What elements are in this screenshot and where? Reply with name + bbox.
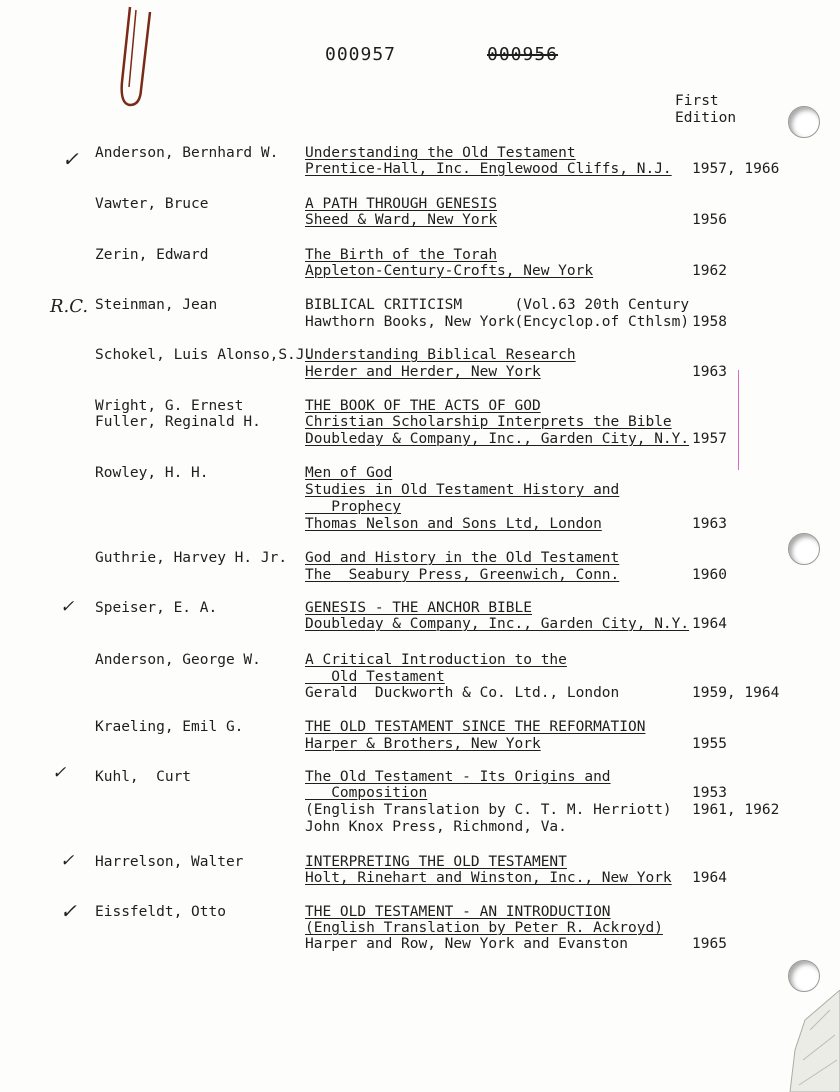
checkmark-anderson-b: ✓ xyxy=(62,147,79,171)
entry-author: Anderson, Bernhard W. xyxy=(95,145,279,161)
first-edition-header xyxy=(675,93,736,127)
rc-note: R.C. xyxy=(50,296,89,317)
entry-year: 1965 xyxy=(692,936,727,952)
entry-publisher: Herder and Herder, New York xyxy=(305,364,541,380)
entry-title: The Old Testament - Its Origins and xyxy=(305,769,611,785)
entry-author: Schokel, Luis Alonso,S.J. xyxy=(95,347,314,363)
checkmark-harrelson: ✓ xyxy=(60,851,75,871)
entry-year: 1959, 1964 xyxy=(692,685,780,701)
entry-publisher: John Knox Press, Richmond, Va. xyxy=(305,819,567,835)
entry-title: The Birth of the Torah xyxy=(305,247,498,263)
entry-year: 1955 xyxy=(692,736,727,752)
header-line-2: Edition xyxy=(675,110,737,126)
checkmark-eissfeldt: ✓ xyxy=(60,899,77,923)
entry-title: THE OLD TESTAMENT - AN INTRODUCTION xyxy=(305,904,611,920)
entry-author: Guthrie, Harvey H. Jr. xyxy=(95,550,288,566)
entry-year: 1957 xyxy=(692,431,727,447)
entry-note: (English Translation by Peter R. Ackroyd) xyxy=(305,920,663,936)
entry-subtitle: Christian Scholarship Interprets the Bible xyxy=(305,414,672,430)
entry-title: GENESIS - THE ANCHOR BIBLE xyxy=(305,600,532,616)
entry-author: Rowley, H. H. xyxy=(95,465,209,481)
struck-document-number: 000956 xyxy=(487,44,559,65)
entry-author: Zerin, Edward xyxy=(95,247,209,263)
entry-publisher: Thomas Nelson and Sons Ltd, London xyxy=(305,516,602,532)
entry-title: INTERPRETING THE OLD TESTAMENT xyxy=(305,854,567,870)
entry-subtitle: Prophecy xyxy=(305,499,402,515)
entry-author: Kuhl, Curt xyxy=(95,769,192,785)
entry-author: Kraeling, Emil G. xyxy=(95,719,244,735)
entry-publisher: Appleton-Century-Crofts, New York xyxy=(305,263,594,279)
entry-title: THE BOOK OF THE ACTS OF GOD xyxy=(305,398,541,414)
document-number: 000957 xyxy=(325,44,397,65)
entry-publisher: Prentice-Hall, Inc. Englewood Cliffs, N.J. xyxy=(305,161,672,177)
entry-publisher: Sheed & Ward, New York xyxy=(305,212,498,228)
entry-publisher: Doubleday & Company, Inc., Garden City, N.Y. xyxy=(305,431,690,447)
entry-publisher: Harper & Brothers, New York xyxy=(305,736,541,752)
entry-year: 1957, 1966 xyxy=(692,161,780,177)
entry-author: Harrelson, Walter xyxy=(95,854,244,870)
entry-author: Wright, G. Ernest xyxy=(95,398,244,414)
pink-margin-line xyxy=(738,370,739,470)
entry-author: Steinman, Jean xyxy=(95,297,218,313)
entry-year: 1963 xyxy=(692,516,727,532)
entry-subtitle: Composition xyxy=(305,785,428,801)
entry-coauthor: Fuller, Reginald H. xyxy=(95,414,261,430)
entry-year: 1958 xyxy=(692,314,727,330)
entry-title: A PATH THROUGH GENESIS xyxy=(305,196,498,212)
entry-year: 1964 xyxy=(692,870,727,886)
entry-year-reprint: 1961, 1962 xyxy=(692,802,780,818)
entry-author: Vawter, Bruce xyxy=(95,196,209,212)
entry-note: (English Translation by C. T. M. Herriott) xyxy=(305,802,672,818)
torn-tape-corner xyxy=(785,990,840,1092)
binder-hole-bottom xyxy=(788,960,820,992)
entry-title: BIBLICAL CRITICISM (Vol.63 20th Century xyxy=(305,297,690,313)
entry-year: 1953 xyxy=(692,785,727,801)
entry-year: 1960 xyxy=(692,567,727,583)
entry-title: Men of God xyxy=(305,465,393,481)
entry-publisher: Gerald Duckworth & Co. Ltd., London xyxy=(305,685,620,701)
entry-subtitle: Studies in Old Testament History and xyxy=(305,482,620,498)
entry-author: Anderson, George W. xyxy=(95,652,261,668)
paperclip-mark xyxy=(100,2,160,112)
entry-title: A Critical Introduction to the xyxy=(305,652,567,668)
header-line-1: First xyxy=(675,93,719,109)
checkmark-kuhl: ✓ xyxy=(52,763,67,783)
entry-publisher: The Seabury Press, Greenwich, Conn. xyxy=(305,567,620,583)
entry-author: Eissfeldt, Otto xyxy=(95,904,226,920)
entry-title: God and History in the Old Testament xyxy=(305,550,620,566)
checkmark-speiser: ✓ xyxy=(60,597,75,617)
entry-year: 1964 xyxy=(692,616,727,632)
binder-hole-middle xyxy=(788,533,820,565)
entry-subtitle: Old Testament xyxy=(305,669,445,685)
entry-title: Understanding Biblical Research xyxy=(305,347,576,363)
entry-year: 1956 xyxy=(692,212,727,228)
entry-title: THE OLD TESTAMENT SINCE THE REFORMATION xyxy=(305,719,646,735)
entry-author: Speiser, E. A. xyxy=(95,600,218,616)
entry-year: 1963 xyxy=(692,364,727,380)
entry-year: 1962 xyxy=(692,263,727,279)
entry-publisher: Hawthorn Books, New York(Encyclop.of Cthlsm) xyxy=(305,314,690,330)
entry-publisher: Harper and Row, New York and Evanston xyxy=(305,936,629,952)
entry-publisher: Holt, Rinehart and Winston, Inc., New York xyxy=(305,870,672,886)
binder-hole-top xyxy=(788,106,820,138)
entry-title: Understanding the Old Testament xyxy=(305,145,576,161)
entry-publisher: Doubleday & Company, Inc., Garden City, N.Y. xyxy=(305,616,690,632)
